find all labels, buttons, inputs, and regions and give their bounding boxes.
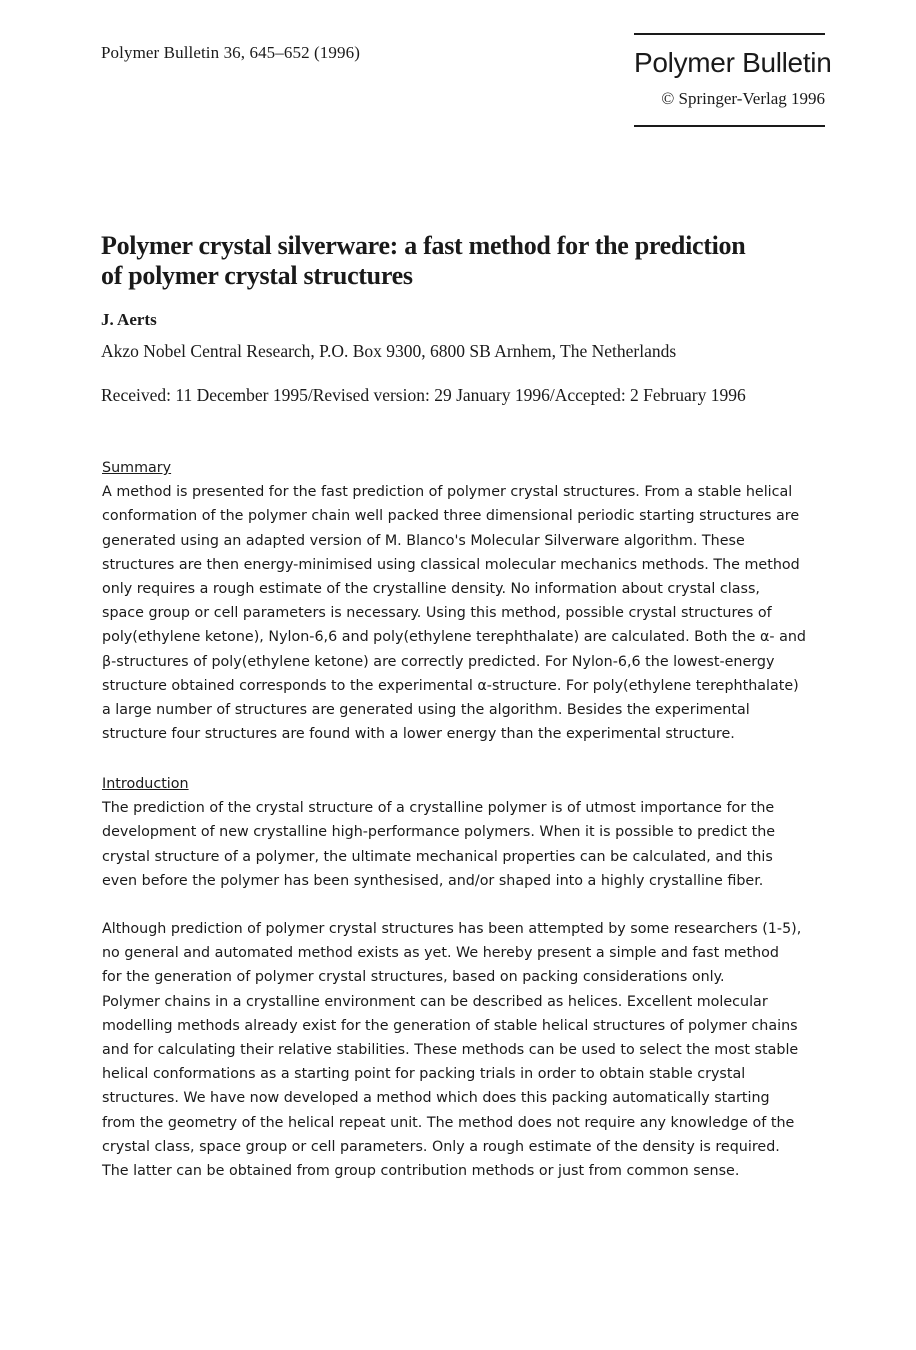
masthead-bottom-rule [634,125,825,127]
summary-line: conformation of the polymer chain well packed three dimensional periodic starting structures are [102,508,800,525]
introduction-line: Polymer chains in a crystalline environment can be described as helices. Excellent molecular [102,993,768,1010]
masthead-top-rule [634,33,825,35]
introduction-line: structures. We have now developed a method which does this packing automatically starting [102,1090,770,1107]
introduction-section [102,772,822,893]
summary-line: structure four structures are found with a lower energy than the experimental structure. [102,726,735,743]
introduction-line: The prediction of the crystal structure of a crystalline polymer is of utmost importance for the [102,800,775,817]
title-line: of polymer crystal structures [101,261,413,290]
summary-line: structure obtained corresponds to the experimental α-structure. For poly(ethylene terephthalate) [102,677,799,694]
summary-line: poly(ethylene ketone), Nylon-6,6 and poly(ethylene terephthalate) are calculated. Both the α- and [102,629,806,646]
publisher-copyright: © Springer-Verlag 1996 [661,89,825,108]
received-dates: Received: 11 December 1995/Revised version: 29 January 1996/Accepted: 2 February 1996 [101,385,746,405]
title-line: Polymer crystal silverware: a fast method for the prediction [101,231,746,260]
journal-citation: Polymer Bulletin 36, 645–652 (1996) [101,43,360,62]
introduction-line: development of new crystalline high-performance polymers. When it is possible to predict the [102,824,776,841]
introduction-line: from the geometry of the helical repeat unit. The method does not require any knowledge of the [102,1114,795,1131]
article-title [101,231,821,291]
author-name: J. Aerts [101,310,157,329]
introduction-heading: Introduction [102,776,189,792]
summary-line: space group or cell parameters is necessary. Using this method, possible crystal structures of [102,605,772,622]
introduction-line: crystal class, space group or cell parameters. Only a rough estimate of the density is required. [102,1138,780,1155]
introduction-line: modelling methods already exist for the generation of stable helical structures of polymer chains [102,1017,798,1034]
journal-masthead [634,33,832,127]
summary-heading: Summary [102,460,172,476]
introduction-line: Although prediction of polymer crystal structures has been attempted by some researchers (1-5), [102,921,802,937]
summary-line: generated using an adapted version of M. Blanco's Molecular Silverware algorithm. These [102,532,745,549]
summary-line: a large number of structures are generated using the algorithm. Besides the experimental [102,702,750,719]
summary-line: A method is presented for the fast prediction of polymer crystal structures. From a stable helical [102,484,793,501]
introduction-line: and for calculating their relative stabilities. These methods can be used to select the most stable [102,1042,799,1059]
introduction-paragraph-2 [102,917,822,1183]
author-affiliation: Akzo Nobel Central Research, P.O. Box 9300, 6800 SB Arnhem, The Netherlands [101,341,677,361]
introduction-line: helical conformations as a starting point for packing trials in order to obtain stable crystal [102,1066,746,1083]
introduction-line: for the generation of polymer crystal structures, based on packing considerations only. [102,969,725,986]
introduction-line: The latter can be obtained from group contribution methods or just from common sense. [102,1163,740,1180]
summary-section [102,456,822,746]
introduction-line: crystal structure of a polymer, the ultimate mechanical properties can be calculated, and this [102,848,773,865]
introduction-line: no general and automated method exists as yet. We hereby present a simple and fast method [102,945,779,962]
journal-name: Polymer Bulletin [634,47,832,78]
introduction-line: even before the polymer has been synthesised, and/or shaped into a highly crystalline fiber. [102,872,764,889]
summary-line: only requires a rough estimate of the crystalline density. No information about crystal class, [102,581,760,598]
summary-line: β-structures of poly(ethylene ketone) are correctly predicted. For Nylon-6,6 the lowest-energy [102,653,775,670]
summary-line: structures are then energy-minimised using classical molecular mechanics methods. The method [102,556,800,573]
